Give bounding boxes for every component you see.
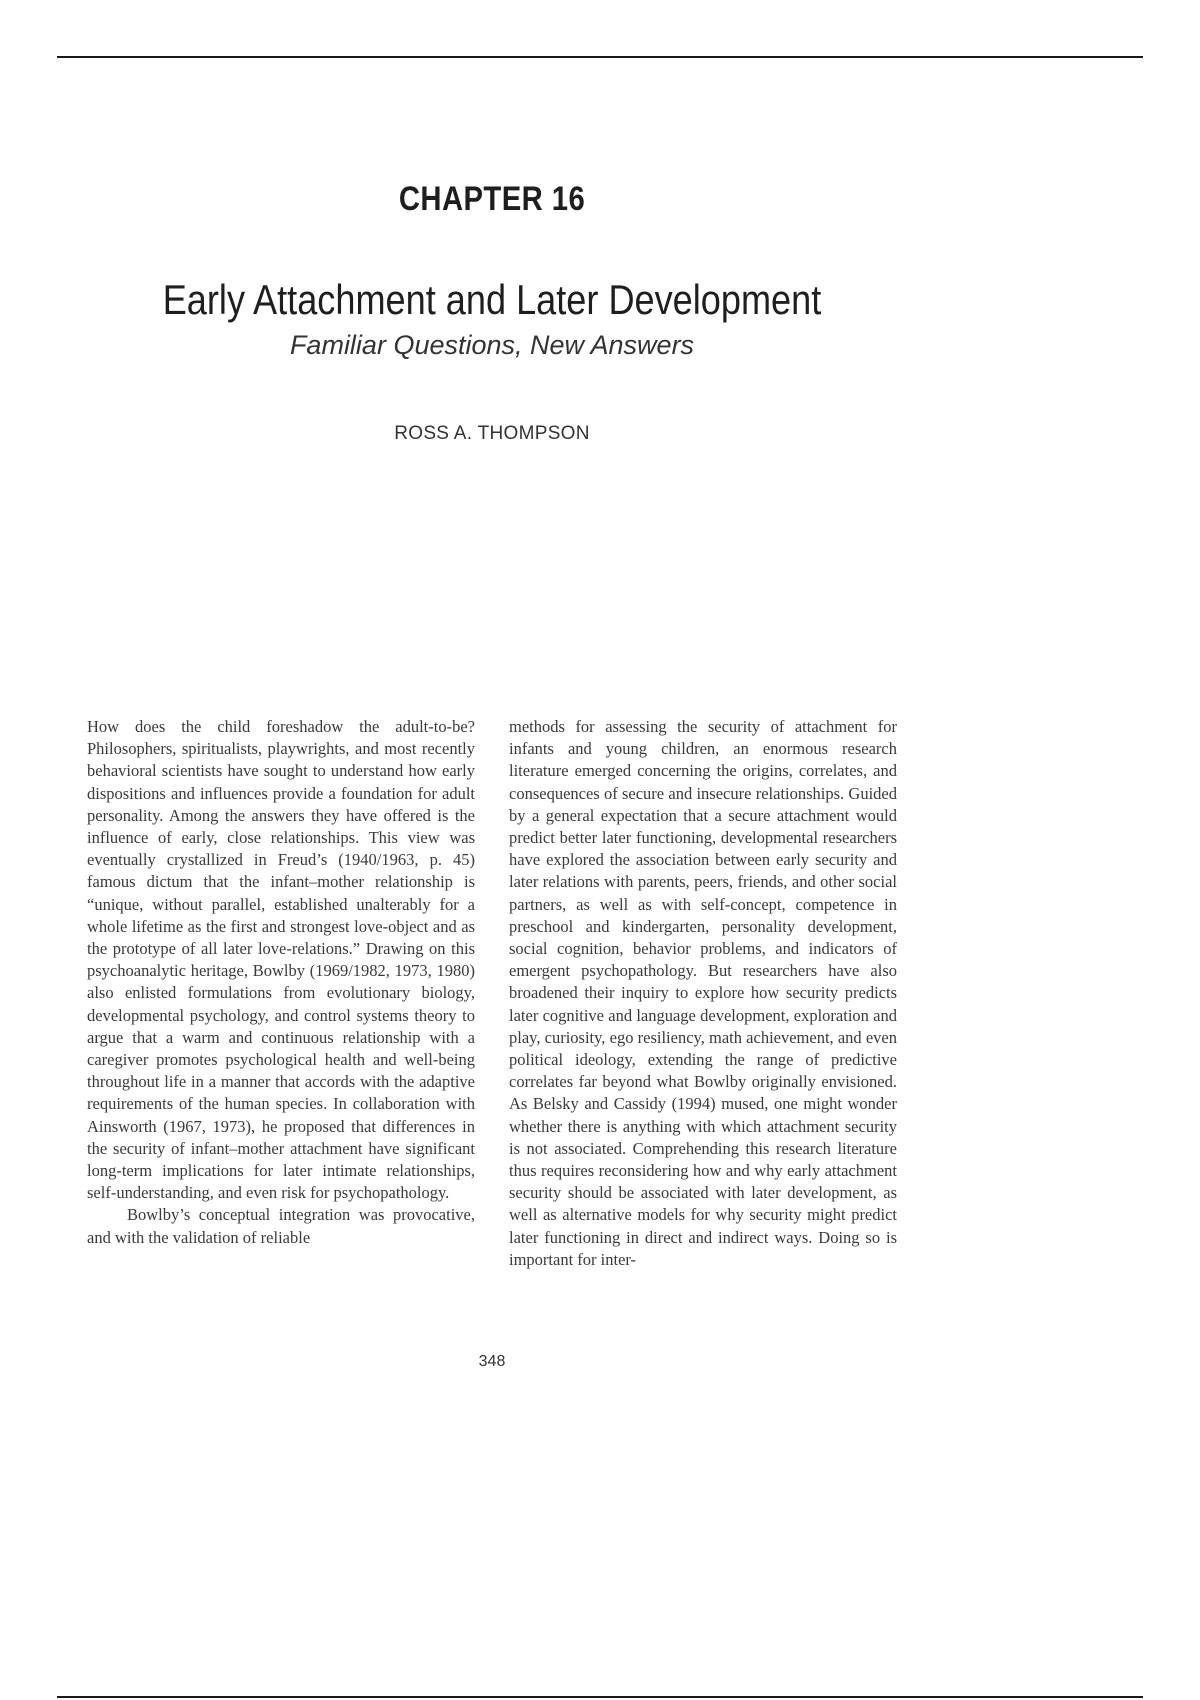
chapter-title: Early Attachment and Later Development — [162, 276, 822, 323]
top-rule — [57, 56, 1143, 58]
bottom-rule — [57, 1696, 1143, 1698]
chapter-label: CHAPTER 16 — [398, 180, 586, 218]
chapter-subtitle: Familiar Questions, New Answers — [289, 330, 695, 360]
author-name: ROSS A. THOMPSON — [394, 423, 590, 444]
body-paragraph: methods for assessing the security of attachment for infants and young children, an enormous research literature emerged concerning the origins, correlates, and consequences of secure and insecure relationships. Guided by a general expectation that a secure attachment would predict better later functioning, developmental researchers have explored the association between early security and later relations with parents, peers, friends, and other social partners, as well as with self-concept, competence in preschool and kindergarten, personality development, social cognition, behavior problems, and indicators of emergent psychopathology. But researchers have also broadened their inquiry to explore how security predicts later cognitive and language development, exploration and play, curiosity, ego resiliency, math achievement, and even political ideology, extending the range of predictive correlates far beyond what Bowlby originally envisioned. As Belsky and Cassidy (1994) mused, one might wonder whether there is anything with which attachment security is not associated. Comprehending this research literature thus requires reconsidering how and why early attachment security should be associated with later development, as well as alternative models for why security might predict later functioning in direct and indirect ways. Doing so is important for inter- — [509, 717, 897, 1269]
body-paragraph: How does the child foreshadow the adult-to-be? Philosophers, spiritualists, playwrights, and most recently behavioral scientists have sought to understand how early dispositions and influences provide a foundation for adult personality. Among the answers they have offered is the influence of early, close relationships. This view was eventually crystallized in Freud’s (1940/1963, p. 45) famous dictum that the infant–mother relationship is “unique, without parallel, established unalterably for a whole lifetime as the first and strongest love-object and as the prototype of all later love-relations.” Drawing on this psychoanalytic heritage, Bowlby (1969/1982, 1973, 1980) also enlisted formulations from evolutionary biology, developmental psychology, and control systems theory to argue that a warm and continuous relationship with a caregiver promotes psychological health and well-being throughout life in a manner that accords with the adaptive requirements of the human species. In collaboration with Ainsworth (1967, 1973), he proposed that differences in the security of infant–mother attachment have significant long-term implications for later intimate relationships, self-understanding, and even risk for psychopathology. — [87, 717, 475, 1203]
page-number: 348 — [478, 1353, 506, 1370]
body-paragraph: Bowlby’s conceptual integration was provocative, and with the validation of reliable — [87, 1205, 475, 1247]
body-column-left — [87, 716, 475, 1249]
body-column-right — [509, 716, 897, 1271]
